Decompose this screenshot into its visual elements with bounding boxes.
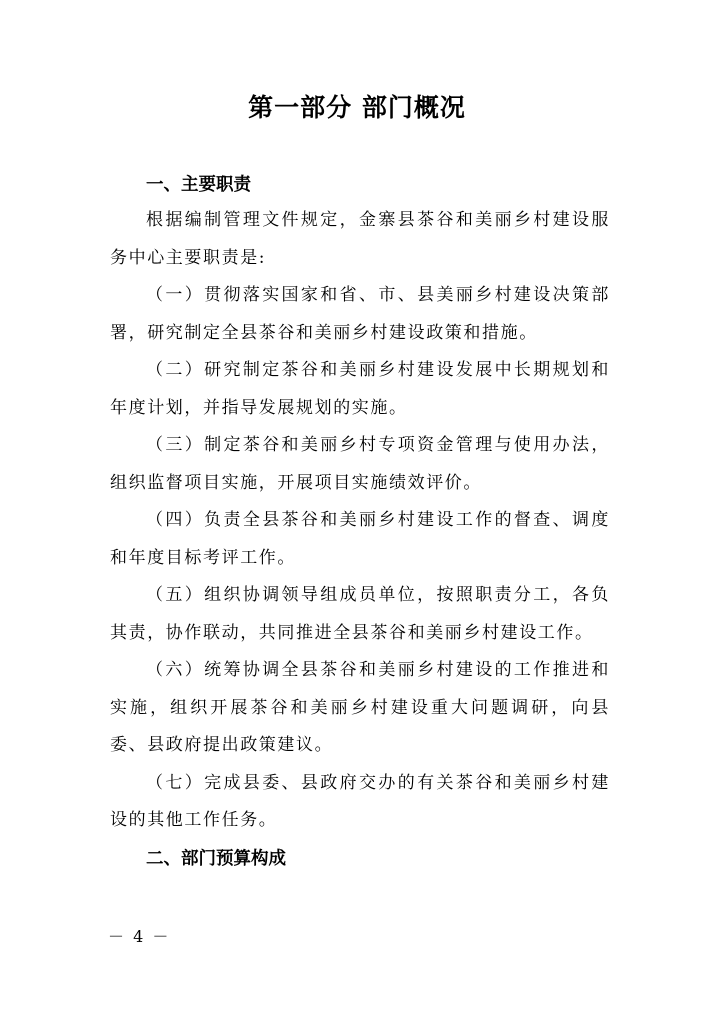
page-number: － 4 －	[108, 927, 171, 946]
section-heading-budget-composition: 二、部门预算构成	[146, 848, 286, 869]
paragraph-duty-5: （五）组织协调领导组成员单位，按照职责分工，各负其责，协作联动，共同推进全县茶谷和美丽乡村建设工作。	[110, 585, 610, 643]
section-heading-main-duties: 一、主要职责	[146, 175, 251, 195]
paragraph-duty-6: （六）统筹协调全县茶谷和美丽乡村建设的工作推进和实施，组织开展茶谷和美丽乡村建设重大问题调研，向县委、县政府提出政策建议。	[110, 660, 610, 755]
paragraph-duty-1: （一）贯彻落实国家和省、市、县美丽乡村建设决策部署，研究制定全县茶谷和美丽乡村建设政策和措施。	[110, 285, 610, 343]
paragraph-duty-2: （二）研究制定茶谷和美丽乡村建设发展中长期规划和年度计划，并指导发展规划的实施。	[110, 360, 610, 418]
paragraph-duty-4: （四）负责全县茶谷和美丽乡村建设工作的督查、调度和年度目标考评工作。	[110, 510, 610, 568]
page-title: 第一部分 部门概况	[248, 93, 466, 122]
paragraph-intro: 根据编制管理文件规定，金寨县茶谷和美丽乡村建设服务中心主要职责是:	[110, 210, 610, 268]
paragraph-duty-3: （三）制定茶谷和美丽乡村专项资金管理与使用办法，组织监督项目实施，开展项目实施绩效评价。	[110, 435, 610, 493]
document-body	[110, 168, 610, 876]
paragraph-duty-7: （七）完成县委、县政府交办的有关茶谷和美丽乡村建设的其他工作任务。	[110, 772, 610, 830]
